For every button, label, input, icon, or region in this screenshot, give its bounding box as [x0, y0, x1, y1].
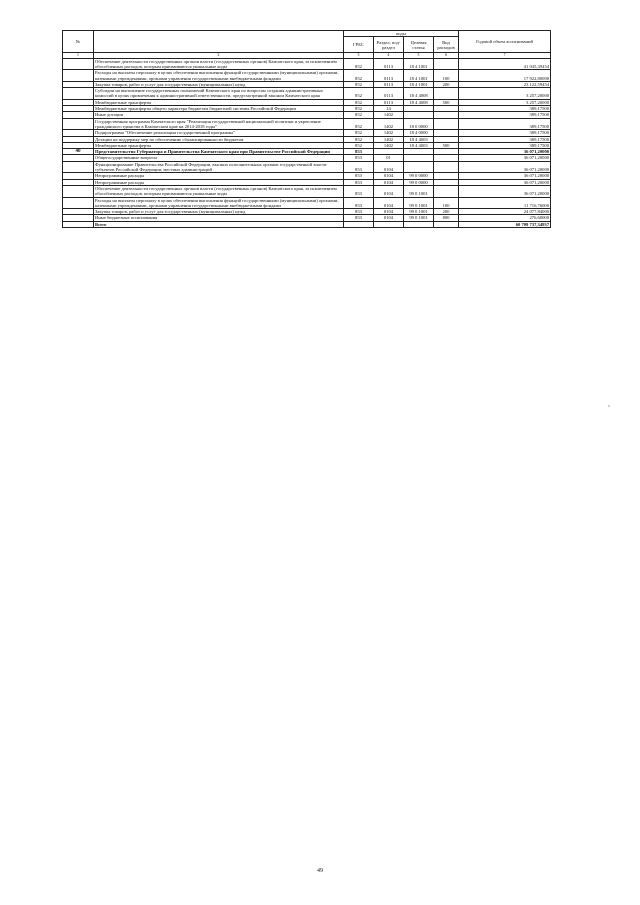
- row-amount: 3 257,20000: [459, 88, 551, 100]
- row-amount: 276,60000: [459, 215, 551, 221]
- row-name: Закупка товаров, работ и услуг для государственных (муниципальных) нужд: [94, 81, 344, 87]
- row-name: Иные дотации: [94, 112, 344, 118]
- row-name: Всего: [94, 221, 344, 227]
- header-kind: Вид расходов: [434, 37, 459, 53]
- row-kind: [434, 221, 459, 227]
- row-target: 18 4 4008: [404, 99, 434, 105]
- row-name: Расходы на выплаты персоналу в целях обеспечения выполнения функций государственными (муниципальными) органами, казенными учреждениями, органами управления государственными внебюджетными фондами: [94, 197, 344, 209]
- row-number: [63, 221, 94, 227]
- row-grbs: 852: [344, 88, 374, 100]
- row-grbs: 853: [344, 179, 374, 185]
- row-number: [63, 70, 94, 82]
- row-target: 18 4 1001: [404, 81, 434, 87]
- row-section: 1402: [374, 142, 404, 148]
- row-amount: 389,17500: [459, 106, 551, 112]
- row-section: 0113: [374, 88, 404, 100]
- row-target: 99 0 1001: [404, 215, 434, 221]
- row-name: Непрограммные расходы: [94, 179, 344, 185]
- row-name: Функционирование Правительства Российской Федерации, высших исполнительных органов государственной власти субъектов Российской Федерации, местных администраций: [94, 161, 344, 173]
- row-amount: 36 071,20000: [459, 173, 551, 179]
- row-section: 1402: [374, 112, 404, 118]
- row-name: Межбюджетные трансферты общего характера бюджетам бюджетной системы Российской Федерации: [94, 106, 344, 112]
- row-kind: [434, 161, 459, 173]
- row-kind: [434, 118, 459, 130]
- index-cell: 5: [404, 53, 434, 58]
- index-cell: 3: [344, 53, 374, 58]
- row-kind: [434, 58, 459, 70]
- row-section: [374, 221, 404, 227]
- row-name: Обеспечение деятельности государственных органов власти (государственных органов) Камчатского края, за исключением обособленных расходов, которым присваиваются уникальные коды: [94, 58, 344, 70]
- row-name: Государственная программа Камчатского края "Реализация государственной национальной политики и укрепление гражданского единства в Камчатском крае на 2014-2018 годы": [94, 118, 344, 130]
- header-amount: Годовой объем ассигнований: [459, 31, 551, 53]
- row-kind: [434, 185, 459, 197]
- header-name: [94, 31, 344, 53]
- row-name: Иные бюджетные ассигнования: [94, 215, 344, 221]
- row-section: 0104: [374, 185, 404, 197]
- row-target: 99 0 1001: [404, 197, 434, 209]
- row-amount: 3 257,20000: [459, 99, 551, 105]
- end-quote-mark: ": [608, 406, 611, 411]
- row-target: 18 4 4003: [404, 136, 434, 142]
- row-number: [63, 118, 94, 130]
- row-target: 99 0 1001: [404, 209, 434, 215]
- row-section: 0104: [374, 215, 404, 221]
- row-target: 18 4 4008: [404, 88, 434, 100]
- row-grbs: 853: [344, 197, 374, 209]
- row-section: 1402: [374, 118, 404, 130]
- row-amount: 36 071,20000: [459, 155, 551, 161]
- row-number: 40: [63, 149, 94, 155]
- row-section: 01: [374, 155, 404, 161]
- row-name: Субсидии на выполнение государственных полномочий Камчатского края по вопросам создания административных комиссий в целях привлечения к административной ответственности, предусмотренной законом Камчатского края: [94, 88, 344, 100]
- header-row-top: [63, 31, 551, 37]
- row-target: [404, 221, 434, 227]
- row-number: [63, 197, 94, 209]
- row-section: 1402: [374, 130, 404, 136]
- row-amount: 11 716,76000: [459, 197, 551, 209]
- row-amount: 389,17500: [459, 112, 551, 118]
- index-cell: 2: [94, 53, 344, 58]
- row-grbs: 853: [344, 185, 374, 197]
- header-section: Раздел, под-раздел: [374, 37, 404, 53]
- index-cell: 6: [434, 53, 459, 58]
- table-row: [63, 88, 551, 100]
- row-number: [63, 58, 94, 70]
- row-amount: 36 071,20000: [459, 185, 551, 197]
- row-amount: 17 922,80000: [459, 70, 551, 82]
- row-amount: 41 045,39454: [459, 58, 551, 70]
- row-kind: 800: [434, 215, 459, 221]
- row-grbs: 853: [344, 209, 374, 215]
- row-name: Подпрограмма "Обеспечение реализации государственной программы": [94, 130, 344, 136]
- table-row: [63, 197, 551, 209]
- row-grbs: 853: [344, 149, 374, 155]
- row-target: 99 0 0000: [404, 173, 434, 179]
- row-target: 99 0 1001: [404, 185, 434, 197]
- table-row: [63, 58, 551, 70]
- header-codes: коды: [344, 31, 459, 37]
- table-row: [63, 70, 551, 82]
- row-amount: 389,17500: [459, 142, 551, 148]
- row-name: Межбюджетные трансферты: [94, 142, 344, 148]
- row-number: [63, 161, 94, 173]
- index-cell: 1: [63, 53, 94, 58]
- row-name: Дотации на поддержку мер по обеспечению сбалансированности бюджетов: [94, 136, 344, 142]
- table-row: [63, 118, 551, 130]
- row-grbs: 853: [344, 215, 374, 221]
- row-section: 0104: [374, 197, 404, 209]
- row-amount: 23 122,59454: [459, 81, 551, 87]
- row-grbs: 852: [344, 136, 374, 142]
- index-cell: 4: [374, 53, 404, 58]
- row-amount: 389,17500: [459, 136, 551, 142]
- row-amount: 24 077,84000: [459, 209, 551, 215]
- row-grbs: 852: [344, 81, 374, 87]
- row-section: 1402: [374, 136, 404, 142]
- row-amount: 36 071,20000: [459, 149, 551, 155]
- row-section: 0113: [374, 81, 404, 87]
- table-body: [63, 58, 551, 227]
- budget-allocation-table: [62, 30, 551, 228]
- row-grbs: 852: [344, 106, 374, 112]
- header-grbs: ГРБС: [344, 37, 374, 53]
- row-grbs: 852: [344, 58, 374, 70]
- row-section: 0104: [374, 179, 404, 185]
- header-no: №: [63, 31, 94, 53]
- row-target: 18 4 4003: [404, 142, 434, 148]
- row-grbs: [344, 221, 374, 227]
- row-name: Расходы на выплаты персоналу в целях обеспечения выполнения функций государственными (муниципальными) органами, казенными учреждениями, органами управления государственными внебюджетными фондами: [94, 70, 344, 82]
- row-kind: 100: [434, 197, 459, 209]
- row-name: Непрограммные расходы: [94, 173, 344, 179]
- row-kind: 100: [434, 70, 459, 82]
- row-target: 18 4 0000: [404, 130, 434, 136]
- row-target: 18 4 1001: [404, 58, 434, 70]
- row-name: Представительство Губернатора и Правительства Камчатского края при Правительстве Российской Федерации: [94, 149, 344, 155]
- row-kind: 500: [434, 99, 459, 105]
- row-kind: [434, 88, 459, 100]
- row-name: Закупка товаров, работ и услуг для государственных (муниципальных) нужд: [94, 209, 344, 215]
- row-grbs: 852: [344, 99, 374, 105]
- row-grbs: 852: [344, 118, 374, 130]
- row-target: 18 4 1001: [404, 70, 434, 82]
- row-section: 0113: [374, 70, 404, 82]
- row-grbs: 852: [344, 142, 374, 148]
- row-section: 0104: [374, 209, 404, 215]
- row-name: Общегосударственные вопросы: [94, 155, 344, 161]
- budget-table-sheet: [62, 30, 611, 411]
- row-grbs: 852: [344, 70, 374, 82]
- row-amount: 36 071,20000: [459, 161, 551, 173]
- row-target: 18 0 0000: [404, 118, 434, 130]
- row-kind: 500: [434, 142, 459, 148]
- row-grbs: 853: [344, 155, 374, 161]
- row-amount: 60 709 737,34937: [459, 221, 551, 227]
- row-grbs: 852: [344, 130, 374, 136]
- row-section: 0104: [374, 173, 404, 179]
- table-row: [63, 185, 551, 197]
- row-name: Обеспечение деятельности государственных органов власти (государственных органов) Камчатского края, за исключением обособленных расходов, которым присваиваются уникальные коды: [94, 185, 344, 197]
- row-name: Межбюджетные трансферты: [94, 99, 344, 105]
- row-kind: 200: [434, 81, 459, 87]
- row-target: [404, 161, 434, 173]
- row-grbs: 852: [344, 112, 374, 118]
- row-number: [63, 88, 94, 100]
- row-section: 14: [374, 106, 404, 112]
- row-amount: 36 071,20000: [459, 179, 551, 185]
- row-amount: 389,17500: [459, 118, 551, 130]
- row-amount: 389,17500: [459, 130, 551, 136]
- index-cell: 7: [459, 53, 551, 58]
- page-number: 49: [317, 868, 323, 874]
- table-row: [63, 161, 551, 173]
- row-section: 0113: [374, 99, 404, 105]
- row-kind: 200: [434, 209, 459, 215]
- table-row: [63, 221, 551, 227]
- row-number: [63, 185, 94, 197]
- row-grbs: 853: [344, 161, 374, 173]
- row-grbs: 853: [344, 173, 374, 179]
- row-section: 0113: [374, 58, 404, 70]
- header-target: Целевая статья: [404, 37, 434, 53]
- row-section: 0104: [374, 161, 404, 173]
- row-target: 99 0 0000: [404, 179, 434, 185]
